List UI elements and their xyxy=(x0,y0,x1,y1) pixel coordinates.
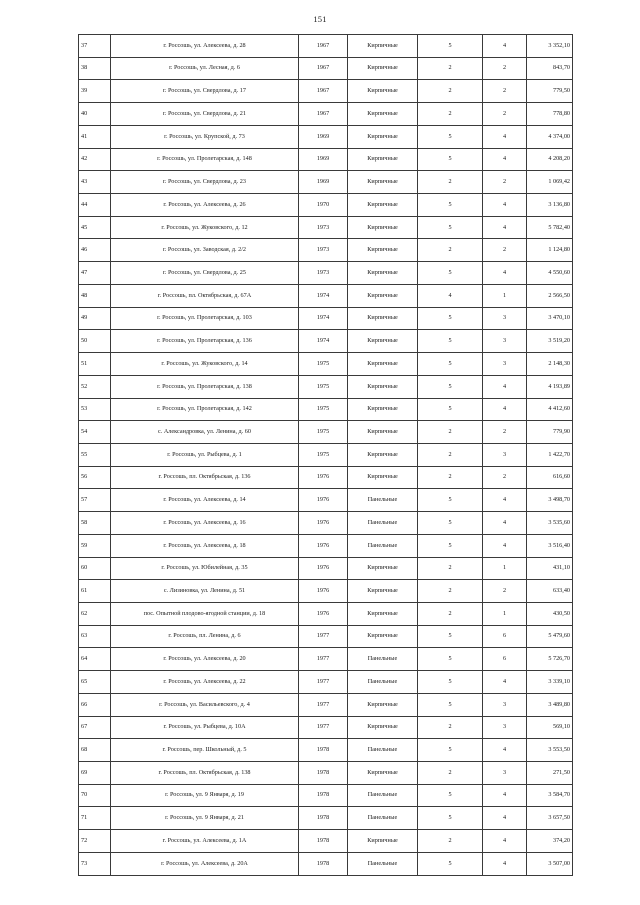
floors-cell: 5 xyxy=(418,512,483,535)
address-cell: г. Россошь, ул. Алексеева, д. 20 xyxy=(111,648,299,671)
wall-material-cell: Панельные xyxy=(348,739,418,762)
year-built-cell: 1976 xyxy=(299,602,348,625)
entrances-cell: 4 xyxy=(483,262,527,285)
area-cell: 3 470,10 xyxy=(527,307,573,330)
table-row xyxy=(79,762,573,785)
year-built-cell: 1975 xyxy=(299,353,348,376)
area-cell: 271,50 xyxy=(527,762,573,785)
year-built-cell: 1977 xyxy=(299,693,348,716)
wall-material-cell: Панельные xyxy=(348,807,418,830)
table-row xyxy=(79,284,573,307)
floors-cell: 5 xyxy=(418,784,483,807)
floors-cell: 5 xyxy=(418,353,483,376)
address-cell: г. Россошь, ул. Рыбцева, д. 10А xyxy=(111,716,299,739)
floors-cell: 2 xyxy=(418,421,483,444)
area-cell: 3 535,60 xyxy=(527,512,573,535)
address-cell: г. Россошь, ул. Алексеева, д. 14 xyxy=(111,489,299,512)
year-built-cell: 1975 xyxy=(299,421,348,444)
year-built-cell: 1978 xyxy=(299,830,348,853)
wall-material-cell: Кирпичные xyxy=(348,421,418,444)
row-number: 73 xyxy=(79,852,111,875)
wall-material-cell: Кирпичные xyxy=(348,375,418,398)
address-cell: г. Россошь, ул. Пролетарская, д. 138 xyxy=(111,375,299,398)
table-row xyxy=(79,103,573,126)
area-cell: 633,40 xyxy=(527,580,573,603)
row-number: 55 xyxy=(79,443,111,466)
year-built-cell: 1975 xyxy=(299,443,348,466)
address-cell: с. Лизиновка, ул. Ленина, д. 51 xyxy=(111,580,299,603)
floors-cell: 5 xyxy=(418,693,483,716)
address-cell: г. Россошь, ул. Алексеева, д. 18 xyxy=(111,534,299,557)
year-built-cell: 1967 xyxy=(299,35,348,58)
year-built-cell: 1976 xyxy=(299,466,348,489)
floors-cell: 5 xyxy=(418,807,483,830)
table-row xyxy=(79,512,573,535)
area-cell: 3 352,10 xyxy=(527,35,573,58)
entrances-cell: 4 xyxy=(483,398,527,421)
year-built-cell: 1975 xyxy=(299,375,348,398)
year-built-cell: 1977 xyxy=(299,625,348,648)
address-cell: г. Россошь, ул. Крупской, д. 73 xyxy=(111,125,299,148)
address-cell: г. Россошь, ул. Алексеева, д. 22 xyxy=(111,671,299,694)
area-cell: 4 412,60 xyxy=(527,398,573,421)
year-built-cell: 1977 xyxy=(299,671,348,694)
floors-cell: 5 xyxy=(418,194,483,217)
area-cell: 430,50 xyxy=(527,602,573,625)
row-number: 44 xyxy=(79,194,111,217)
table-row xyxy=(79,852,573,875)
table-row xyxy=(79,353,573,376)
area-cell: 5 726,70 xyxy=(527,648,573,671)
row-number: 61 xyxy=(79,580,111,603)
area-cell: 2 148,30 xyxy=(527,353,573,376)
address-cell: г. Россошь, пл. Ленина, д. 6 xyxy=(111,625,299,648)
area-cell: 2 566,50 xyxy=(527,284,573,307)
entrances-cell: 3 xyxy=(483,443,527,466)
address-cell: с. Александровка, ул. Ленина, д. 60 xyxy=(111,421,299,444)
table-row xyxy=(79,57,573,80)
table-row xyxy=(79,489,573,512)
table-body xyxy=(79,35,573,876)
address-cell: пос. Опытной плодово-ягодной станции, д. 18 xyxy=(111,602,299,625)
floors-cell: 2 xyxy=(418,602,483,625)
table-row xyxy=(79,807,573,830)
wall-material-cell: Кирпичные xyxy=(348,716,418,739)
entrances-cell: 3 xyxy=(483,330,527,353)
address-cell: г. Россошь, ул. Юбилейная, д. 35 xyxy=(111,557,299,580)
table-row xyxy=(79,580,573,603)
table-row xyxy=(79,80,573,103)
entrances-cell: 4 xyxy=(483,784,527,807)
row-number: 43 xyxy=(79,171,111,194)
floors-cell: 5 xyxy=(418,262,483,285)
year-built-cell: 1978 xyxy=(299,784,348,807)
year-built-cell: 1969 xyxy=(299,171,348,194)
row-number: 57 xyxy=(79,489,111,512)
entrances-cell: 1 xyxy=(483,284,527,307)
address-cell: г. Россошь, ул. Алексеева, д. 20А xyxy=(111,852,299,875)
floors-cell: 2 xyxy=(418,239,483,262)
wall-material-cell: Кирпичные xyxy=(348,398,418,421)
floors-cell: 2 xyxy=(418,57,483,80)
area-cell: 4 550,60 xyxy=(527,262,573,285)
area-cell: 3 507,00 xyxy=(527,852,573,875)
entrances-cell: 3 xyxy=(483,307,527,330)
row-number: 53 xyxy=(79,398,111,421)
row-number: 54 xyxy=(79,421,111,444)
row-number: 56 xyxy=(79,466,111,489)
entrances-cell: 4 xyxy=(483,807,527,830)
area-cell: 3 584,70 xyxy=(527,784,573,807)
wall-material-cell: Кирпичные xyxy=(348,194,418,217)
table-row xyxy=(79,602,573,625)
address-cell: г. Россошь, ул. Жуковского, д. 14 xyxy=(111,353,299,376)
year-built-cell: 1978 xyxy=(299,852,348,875)
floors-cell: 4 xyxy=(418,284,483,307)
area-cell: 569,10 xyxy=(527,716,573,739)
year-built-cell: 1978 xyxy=(299,762,348,785)
year-built-cell: 1973 xyxy=(299,216,348,239)
entrances-cell: 4 xyxy=(483,534,527,557)
area-cell: 3 136,80 xyxy=(527,194,573,217)
entrances-cell: 4 xyxy=(483,512,527,535)
row-number: 68 xyxy=(79,739,111,762)
address-cell: г. Россошь, ул. Алексеева, д. 1А xyxy=(111,830,299,853)
wall-material-cell: Кирпичные xyxy=(348,35,418,58)
area-cell: 778,80 xyxy=(527,103,573,126)
housing-registry-table xyxy=(78,34,573,876)
row-number: 59 xyxy=(79,534,111,557)
table-row xyxy=(79,125,573,148)
floors-cell: 2 xyxy=(418,466,483,489)
year-built-cell: 1973 xyxy=(299,262,348,285)
entrances-cell: 1 xyxy=(483,602,527,625)
address-cell: г. Россошь, пл. Октябрьская, д. 67А xyxy=(111,284,299,307)
page-number: 151 xyxy=(313,14,327,24)
area-cell: 616,60 xyxy=(527,466,573,489)
row-number: 72 xyxy=(79,830,111,853)
area-cell: 431,10 xyxy=(527,557,573,580)
table-row xyxy=(79,716,573,739)
row-number: 66 xyxy=(79,693,111,716)
table-row xyxy=(79,398,573,421)
floors-cell: 5 xyxy=(418,671,483,694)
table-row xyxy=(79,171,573,194)
area-cell: 1 069,42 xyxy=(527,171,573,194)
entrances-cell: 4 xyxy=(483,852,527,875)
wall-material-cell: Панельные xyxy=(348,489,418,512)
table-row xyxy=(79,534,573,557)
address-cell: г. Россошь, ул. Лесная, д. 6 xyxy=(111,57,299,80)
floors-cell: 5 xyxy=(418,852,483,875)
wall-material-cell: Кирпичные xyxy=(348,216,418,239)
row-number: 71 xyxy=(79,807,111,830)
address-cell: г. Россошь, ул. Свердлова, д. 23 xyxy=(111,171,299,194)
entrances-cell: 4 xyxy=(483,35,527,58)
area-cell: 3 553,50 xyxy=(527,739,573,762)
address-cell: г. Россошь, ул. Свердлова, д. 21 xyxy=(111,103,299,126)
entrances-cell: 2 xyxy=(483,421,527,444)
wall-material-cell: Кирпичные xyxy=(348,625,418,648)
row-number: 70 xyxy=(79,784,111,807)
row-number: 40 xyxy=(79,103,111,126)
wall-material-cell: Кирпичные xyxy=(348,443,418,466)
floors-cell: 5 xyxy=(418,330,483,353)
area-cell: 3 519,20 xyxy=(527,330,573,353)
row-number: 63 xyxy=(79,625,111,648)
wall-material-cell: Кирпичные xyxy=(348,239,418,262)
area-cell: 5 479,60 xyxy=(527,625,573,648)
wall-material-cell: Кирпичные xyxy=(348,262,418,285)
row-number: 37 xyxy=(79,35,111,58)
floors-cell: 5 xyxy=(418,307,483,330)
row-number: 50 xyxy=(79,330,111,353)
wall-material-cell: Панельные xyxy=(348,784,418,807)
area-cell: 3 489,80 xyxy=(527,693,573,716)
floors-cell: 2 xyxy=(418,443,483,466)
wall-material-cell: Кирпичные xyxy=(348,580,418,603)
row-number: 49 xyxy=(79,307,111,330)
address-cell: г. Россошь, ул. Васильевского, д. 4 xyxy=(111,693,299,716)
entrances-cell: 4 xyxy=(483,739,527,762)
wall-material-cell: Панельные xyxy=(348,671,418,694)
entrances-cell: 2 xyxy=(483,103,527,126)
entrances-cell: 4 xyxy=(483,216,527,239)
address-cell: г. Россошь, ул. Пролетарская, д. 103 xyxy=(111,307,299,330)
table-row xyxy=(79,739,573,762)
floors-cell: 2 xyxy=(418,80,483,103)
entrances-cell: 4 xyxy=(483,671,527,694)
entrances-cell: 4 xyxy=(483,489,527,512)
year-built-cell: 1976 xyxy=(299,489,348,512)
table-row xyxy=(79,239,573,262)
wall-material-cell: Панельные xyxy=(348,852,418,875)
row-number: 39 xyxy=(79,80,111,103)
year-built-cell: 1974 xyxy=(299,330,348,353)
floors-cell: 5 xyxy=(418,148,483,171)
wall-material-cell: Кирпичные xyxy=(348,148,418,171)
entrances-cell: 2 xyxy=(483,80,527,103)
area-cell: 3 339,10 xyxy=(527,671,573,694)
table-row xyxy=(79,216,573,239)
year-built-cell: 1969 xyxy=(299,125,348,148)
wall-material-cell: Кирпичные xyxy=(348,171,418,194)
floors-cell: 2 xyxy=(418,103,483,126)
year-built-cell: 1969 xyxy=(299,148,348,171)
row-number: 42 xyxy=(79,148,111,171)
year-built-cell: 1976 xyxy=(299,580,348,603)
address-cell: г. Россошь, ул. 9 Января, д. 19 xyxy=(111,784,299,807)
floors-cell: 2 xyxy=(418,716,483,739)
entrances-cell: 3 xyxy=(483,353,527,376)
area-cell: 779,50 xyxy=(527,80,573,103)
year-built-cell: 1977 xyxy=(299,716,348,739)
area-cell: 374,20 xyxy=(527,830,573,853)
entrances-cell: 2 xyxy=(483,580,527,603)
year-built-cell: 1976 xyxy=(299,512,348,535)
wall-material-cell: Кирпичные xyxy=(348,57,418,80)
entrances-cell: 4 xyxy=(483,125,527,148)
entrances-cell: 4 xyxy=(483,830,527,853)
wall-material-cell: Кирпичные xyxy=(348,103,418,126)
floors-cell: 5 xyxy=(418,35,483,58)
floors-cell: 2 xyxy=(418,171,483,194)
floors-cell: 5 xyxy=(418,625,483,648)
entrances-cell: 4 xyxy=(483,194,527,217)
year-built-cell: 1975 xyxy=(299,398,348,421)
entrances-cell: 3 xyxy=(483,762,527,785)
address-cell: г. Россошь, пл. Октябрьская, д. 138 xyxy=(111,762,299,785)
year-built-cell: 1976 xyxy=(299,557,348,580)
table-row xyxy=(79,625,573,648)
table-row xyxy=(79,557,573,580)
wall-material-cell: Кирпичные xyxy=(348,307,418,330)
floors-cell: 2 xyxy=(418,830,483,853)
table-row xyxy=(79,330,573,353)
row-number: 64 xyxy=(79,648,111,671)
table-row xyxy=(79,35,573,58)
floors-cell: 2 xyxy=(418,580,483,603)
entrances-cell: 4 xyxy=(483,375,527,398)
table-row xyxy=(79,194,573,217)
area-cell: 1 422,70 xyxy=(527,443,573,466)
address-cell: г. Россошь, ул. Алексеева, д. 28 xyxy=(111,35,299,58)
address-cell: г. Россошь, ул. Рыбцева, д. 1 xyxy=(111,443,299,466)
wall-material-cell: Панельные xyxy=(348,534,418,557)
floors-cell: 5 xyxy=(418,398,483,421)
area-cell: 3 657,50 xyxy=(527,807,573,830)
floors-cell: 5 xyxy=(418,489,483,512)
wall-material-cell: Кирпичные xyxy=(348,80,418,103)
row-number: 51 xyxy=(79,353,111,376)
floors-cell: 2 xyxy=(418,762,483,785)
floors-cell: 5 xyxy=(418,648,483,671)
floors-cell: 5 xyxy=(418,125,483,148)
address-cell: г. Россошь, ул. Жуковского, д. 12 xyxy=(111,216,299,239)
address-cell: г. Россошь, ул. Пролетарская, д. 142 xyxy=(111,398,299,421)
row-number: 69 xyxy=(79,762,111,785)
floors-cell: 5 xyxy=(418,534,483,557)
area-cell: 4 208,20 xyxy=(527,148,573,171)
table-row xyxy=(79,671,573,694)
entrances-cell: 2 xyxy=(483,171,527,194)
table-row xyxy=(79,443,573,466)
table-row xyxy=(79,830,573,853)
row-number: 47 xyxy=(79,262,111,285)
floors-cell: 5 xyxy=(418,739,483,762)
row-number: 41 xyxy=(79,125,111,148)
wall-material-cell: Кирпичные xyxy=(348,830,418,853)
table-row xyxy=(79,375,573,398)
row-number: 62 xyxy=(79,602,111,625)
wall-material-cell: Панельные xyxy=(348,648,418,671)
table-row xyxy=(79,421,573,444)
row-number: 58 xyxy=(79,512,111,535)
entrances-cell: 3 xyxy=(483,693,527,716)
address-cell: г. Россошь, ул. Алексеева, д. 16 xyxy=(111,512,299,535)
area-cell: 4 193,89 xyxy=(527,375,573,398)
entrances-cell: 3 xyxy=(483,716,527,739)
year-built-cell: 1970 xyxy=(299,194,348,217)
year-built-cell: 1976 xyxy=(299,534,348,557)
address-cell: г. Россошь, ул. Пролетарская, д. 148 xyxy=(111,148,299,171)
year-built-cell: 1974 xyxy=(299,307,348,330)
wall-material-cell: Кирпичные xyxy=(348,466,418,489)
address-cell: г. Россошь, ул. 9 Января, д. 21 xyxy=(111,807,299,830)
entrances-cell: 4 xyxy=(483,148,527,171)
wall-material-cell: Кирпичные xyxy=(348,284,418,307)
address-cell: г. Россошь, пл. Октябрьская, д. 136 xyxy=(111,466,299,489)
area-cell: 843,70 xyxy=(527,57,573,80)
wall-material-cell: Кирпичные xyxy=(348,602,418,625)
address-cell: г. Россошь, ул. Свердлова, д. 25 xyxy=(111,262,299,285)
table-row xyxy=(79,466,573,489)
wall-material-cell: Кирпичные xyxy=(348,557,418,580)
address-cell: г. Россошь, пер. Школьный, д. 5 xyxy=(111,739,299,762)
year-built-cell: 1974 xyxy=(299,284,348,307)
floors-cell: 5 xyxy=(418,216,483,239)
wall-material-cell: Кирпичные xyxy=(348,330,418,353)
table-row xyxy=(79,784,573,807)
area-cell: 4 374,00 xyxy=(527,125,573,148)
entrances-cell: 2 xyxy=(483,239,527,262)
entrances-cell: 2 xyxy=(483,57,527,80)
year-built-cell: 1967 xyxy=(299,80,348,103)
address-cell: г. Россошь, ул. Алексеева, д. 26 xyxy=(111,194,299,217)
wall-material-cell: Панельные xyxy=(348,512,418,535)
address-cell: г. Россошь, ул. Заводская, д. 2/2 xyxy=(111,239,299,262)
wall-material-cell: Кирпичные xyxy=(348,762,418,785)
entrances-cell: 1 xyxy=(483,557,527,580)
row-number: 38 xyxy=(79,57,111,80)
entrances-cell: 2 xyxy=(483,466,527,489)
table-row xyxy=(79,648,573,671)
year-built-cell: 1978 xyxy=(299,739,348,762)
year-built-cell: 1967 xyxy=(299,103,348,126)
table-row xyxy=(79,693,573,716)
area-cell: 5 782,40 xyxy=(527,216,573,239)
area-cell: 3 516,40 xyxy=(527,534,573,557)
year-built-cell: 1978 xyxy=(299,807,348,830)
wall-material-cell: Кирпичные xyxy=(348,353,418,376)
row-number: 45 xyxy=(79,216,111,239)
row-number: 52 xyxy=(79,375,111,398)
table-row xyxy=(79,307,573,330)
table-row xyxy=(79,262,573,285)
entrances-cell: 6 xyxy=(483,648,527,671)
floors-cell: 2 xyxy=(418,557,483,580)
table-row xyxy=(79,148,573,171)
year-built-cell: 1973 xyxy=(299,239,348,262)
wall-material-cell: Кирпичные xyxy=(348,693,418,716)
row-number: 46 xyxy=(79,239,111,262)
area-cell: 1 124,80 xyxy=(527,239,573,262)
year-built-cell: 1967 xyxy=(299,57,348,80)
floors-cell: 5 xyxy=(418,375,483,398)
row-number: 65 xyxy=(79,671,111,694)
row-number: 67 xyxy=(79,716,111,739)
year-built-cell: 1977 xyxy=(299,648,348,671)
address-cell: г. Россошь, ул. Свердлова, д. 17 xyxy=(111,80,299,103)
entrances-cell: 6 xyxy=(483,625,527,648)
row-number: 60 xyxy=(79,557,111,580)
area-cell: 779,90 xyxy=(527,421,573,444)
wall-material-cell: Кирпичные xyxy=(348,125,418,148)
row-number: 48 xyxy=(79,284,111,307)
area-cell: 3 498,70 xyxy=(527,489,573,512)
address-cell: г. Россошь, ул. Пролетарская, д. 136 xyxy=(111,330,299,353)
